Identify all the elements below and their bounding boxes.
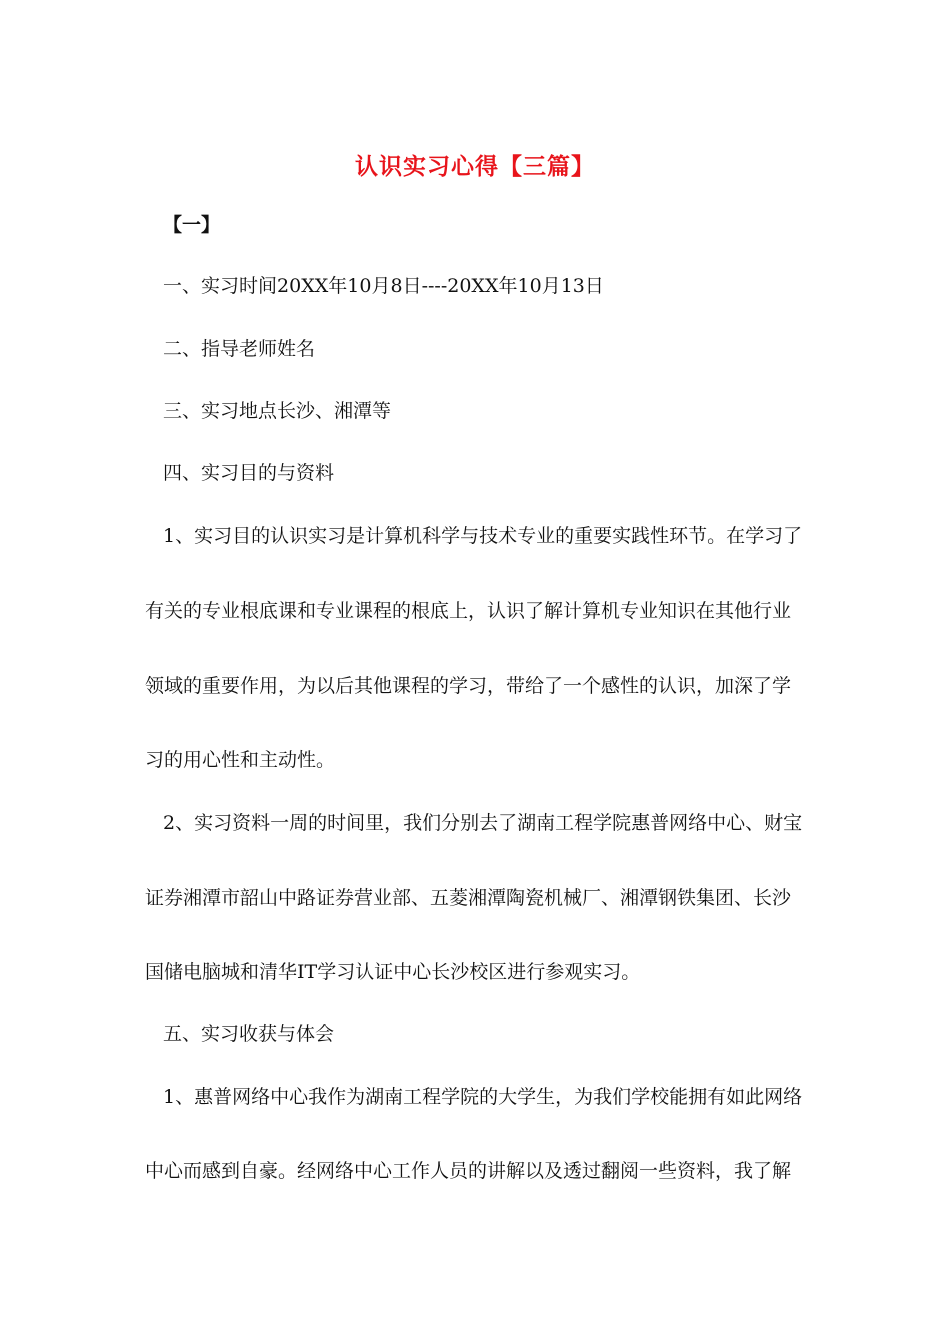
- heading-teacher: 二、指导老师姓名: [163, 338, 316, 360]
- paragraph-line: 习的用心性和主动性。: [145, 749, 336, 771]
- paragraph-line: 领域的重要作用，为以后其他课程的学习，带给了一个感性的认识，加深了学: [145, 675, 792, 697]
- paragraph-line: 1、实习目的认识实习是计算机科学与技术专业的重要实践性环节。在学习了: [163, 525, 803, 547]
- paragraph-line: 有关的专业根底课和专业课程的根底上，认识了解计算机专业知识在其他行业: [145, 600, 792, 622]
- paragraph-line: 2、实习资料一周的时间里，我们分别去了湖南工程学院惠普网络中心、财宝: [163, 812, 803, 834]
- heading-location: 三、实习地点长沙、湘潭等: [163, 400, 392, 422]
- paragraph-line: 国储电脑城和清华IT学习认证中心长沙校区进行参观实习。: [145, 961, 641, 983]
- document-title: 认识实习心得【三篇】: [355, 154, 595, 180]
- paragraph-line: 证券湘潭市韶山中路证券营业部、五菱湘潭陶瓷机械厂、湘潭钢铁集团、长沙: [145, 887, 792, 909]
- section-marker: 【一】: [163, 214, 221, 236]
- paragraph-line: 中心而感到自豪。经网络中心工作人员的讲解以及透过翻阅一些资料，我了解: [145, 1160, 792, 1182]
- heading-time: 一、实习时间20XX年10月8日----20XX年10月13日: [163, 275, 604, 297]
- paragraph-line: 1、惠普网络中心我作为湖南工程学院的大学生，为我们学校能拥有如此网络: [163, 1086, 803, 1108]
- heading-gains: 五、实习收获与体会: [163, 1023, 335, 1045]
- heading-purpose: 四、实习目的与资料: [163, 462, 335, 484]
